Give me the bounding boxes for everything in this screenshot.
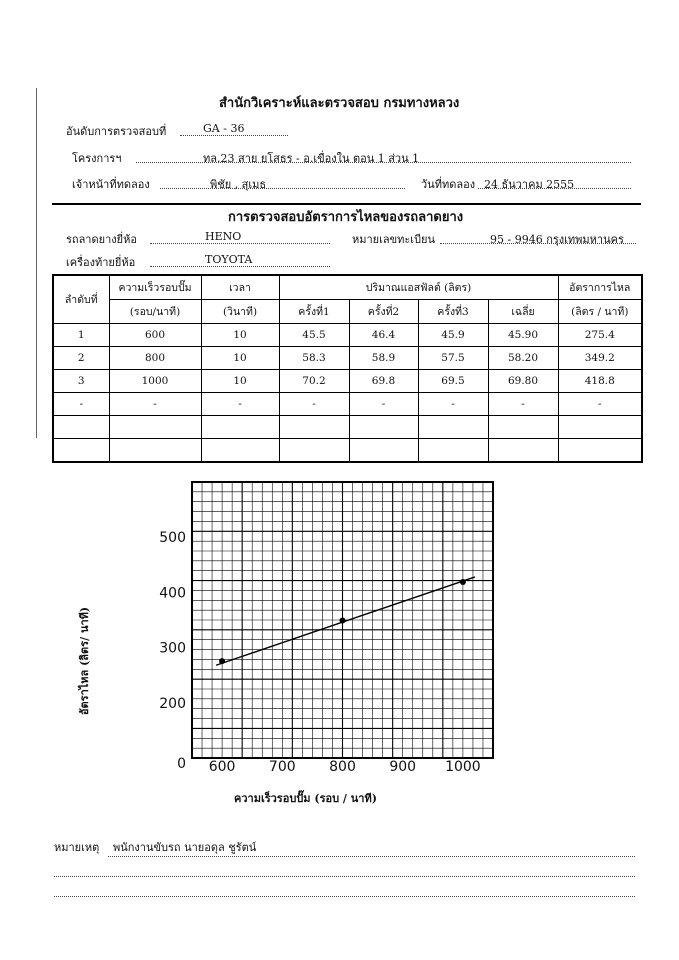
data-point (219, 658, 225, 664)
table-cell: - (53, 393, 109, 416)
table-cell: - (349, 393, 418, 416)
y-tick-label: 500 (159, 530, 186, 547)
header-trial-2: ครั้งที่2 (349, 300, 418, 324)
table-cell: - (418, 393, 488, 416)
table-cell: - (558, 393, 642, 416)
table-cell: 58.9 (349, 347, 418, 370)
date-label: วันที่ทดลอง (421, 178, 476, 191)
table-cell: 10 (201, 370, 279, 393)
header-trial-1: ครั้งที่1 (279, 300, 349, 324)
officer-value: พิชัย , สุเมธ (210, 178, 267, 191)
project-label: โครงการฯ (72, 152, 122, 165)
x-tick-label: 600 (208, 759, 236, 775)
table-cell: 1 (53, 324, 109, 347)
seq-value: GA - 36 (203, 122, 245, 135)
origin-label: 0 (177, 756, 186, 772)
table-cell: 69.5 (418, 370, 488, 393)
table-cell: - (201, 393, 279, 416)
x-axis-label: ความเร็วรอบปั๊ม (รอบ / นาที) (234, 792, 377, 805)
table-cell: 275.4 (558, 324, 642, 347)
header-rate-unit: (ลิตร / นาที) (558, 300, 642, 324)
table-cell: 800 (109, 347, 201, 370)
y-tick-label: 400 (159, 585, 186, 602)
header-speed-unit: (รอบ/นาที) (109, 300, 201, 324)
engine-label: เครื่องท้ายยี่ห้อ (66, 256, 136, 269)
header-average: เฉลี่ย (488, 300, 558, 324)
table-cell: 70.2 (279, 370, 349, 393)
table-cell: 418.8 (558, 370, 642, 393)
remarks-line-2 (54, 876, 635, 877)
header-volume: ปริมาณแอสฟัลต์ (ลิตร) (279, 275, 558, 300)
seq-label: อันดับการตรวจสอบที่ (66, 125, 167, 138)
header-rate: อัตราการไหล (558, 275, 642, 300)
table-cell: 3 (53, 370, 109, 393)
table-cell: - (488, 393, 558, 416)
table-cell: 58.3 (279, 347, 349, 370)
table-cell: 45.5 (279, 324, 349, 347)
data-point (460, 579, 466, 585)
x-tick-label: 700 (268, 759, 296, 775)
section-title: การตรวจสอบอัตราการไหลของรถลาดยาง (228, 210, 464, 225)
table-cell: 349.2 (558, 347, 642, 370)
table-cell: 10 (201, 324, 279, 347)
y-axis-label: อัตราไหล (ลิตร/ นาที) (78, 606, 91, 716)
table-cell: 2 (53, 347, 109, 370)
remarks-line-1 (108, 856, 635, 857)
x-tick-label: 900 (389, 759, 417, 775)
header-seq: ลำดับที่ (53, 275, 109, 324)
table-cell: 57.5 (418, 347, 488, 370)
table-cell: 69.8 (349, 370, 418, 393)
plate-value: 95 - 9946 กรุงเทพมหานคร (490, 233, 624, 246)
y-tick-label: 200 (159, 695, 186, 712)
y-tick-label: 300 (159, 640, 186, 657)
data-point (340, 617, 346, 623)
table-cell: 45.90 (488, 324, 558, 347)
officer-label: เจ้าหน้าที่ทดลอง (72, 178, 150, 191)
table-cell: 45.9 (418, 324, 488, 347)
engine-value: TOYOTA (205, 253, 253, 266)
agency-title: สำนักวิเคราะห์และตรวจสอบ กรมทางหลวง (219, 96, 460, 111)
table-cell: - (109, 393, 201, 416)
plate-label: หมายเลขทะเบียน (352, 233, 436, 246)
date-value: 24 ธันวาคม 2555 (484, 178, 575, 191)
table-cell: - (279, 393, 349, 416)
brand-label: รถลาดยางยี่ห้อ (66, 233, 137, 246)
header-time-unit: (วินาที) (201, 300, 279, 324)
header-speed: ความเร็วรอบปั๊ม (109, 275, 201, 300)
table-cell: 10 (201, 347, 279, 370)
table-cell: 600 (109, 324, 201, 347)
x-tick-label: 1000 (445, 759, 481, 775)
remarks-text: พนักงานขับรถ นายอดุล ชูรัตน์ (113, 841, 257, 854)
table-cell: 69.80 (488, 370, 558, 393)
header-trial-3: ครั้งที่3 (418, 300, 488, 324)
header-time: เวลา (201, 275, 279, 300)
table-cell: 46.4 (349, 324, 418, 347)
x-tick-label: 800 (329, 759, 356, 775)
remarks-label: หมายเหตุ (54, 841, 100, 854)
brand-value: HENO (205, 230, 242, 243)
table-cell: 1000 (109, 370, 201, 393)
remarks-line-3 (54, 896, 635, 897)
project-value: ทล.23 สาย ยโสธร - อ.เขื่องใน ตอน 1 ส่วน 1 (203, 152, 420, 165)
table-cell: 58.20 (488, 347, 558, 370)
